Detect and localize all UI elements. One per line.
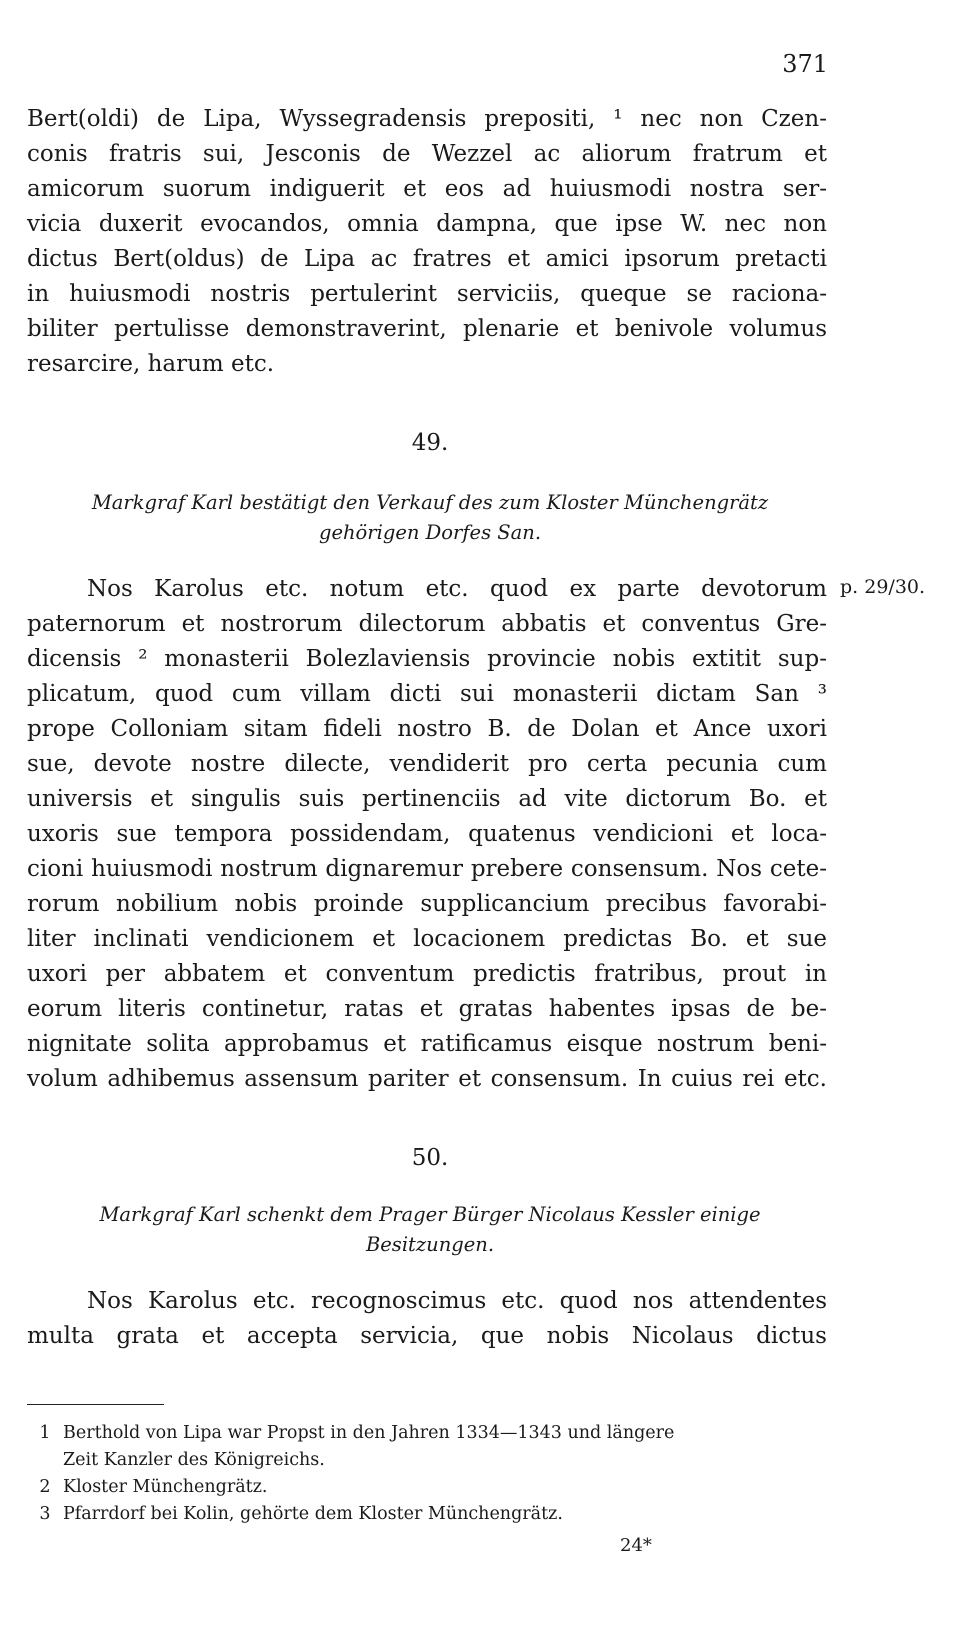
- text-line: universis et singulis suis pertinenciis ad vite dictorum Bo. et: [27, 786, 827, 812]
- text-line: plicatum, quod cum villam dicti sui monasterii dictam San ³: [27, 681, 827, 707]
- text-line: Nos Karolus etc. notum etc. quod ex parte devotorum: [87, 576, 827, 602]
- page-number: 371: [782, 50, 828, 78]
- text-line: volum adhibemus assensum pariter et consensum. In cuius rei etc.: [27, 1066, 827, 1092]
- footnote-1-continuation: Zeit Kanzler des Königreichs.: [63, 1450, 325, 1470]
- continued-text-block: [27, 102, 827, 382]
- document-50-text: [27, 1284, 827, 1354]
- text-line: multa grata et accepta servicia, que nobis Nicolaus dictus: [27, 1323, 827, 1349]
- text-line: conis fratris sui, Jesconis de Wezzel ac aliorum fratrum et: [27, 141, 827, 167]
- text-line: paternorum et nostrorum dilectorum abbatis et conventus Gre-: [27, 611, 827, 637]
- text-line: liter inclinati vendicionem et locacionem predictas Bo. et sue: [27, 926, 827, 952]
- footnote-1: [27, 1420, 827, 1447]
- footnotes: [27, 1420, 827, 1528]
- text-line: nignitate solita approbamus et ratificamus eisque nostrum beni-: [27, 1031, 827, 1057]
- text-line: biliter pertulisse demonstraverint, plenarie et benivole volumus: [27, 316, 827, 342]
- document-49-text: [27, 572, 827, 1097]
- text-line: amicorum suorum indiguerit et eos ad huiusmodi nostra ser-: [27, 176, 827, 202]
- text-line: uxoris sue tempora possidendam, quatenus vendicioni et loca-: [27, 821, 827, 847]
- text-line: cioni huiusmodi nostrum dignaremur prebere consensum. Nos cete-: [27, 856, 827, 882]
- document-number-50: 50.: [411, 1145, 449, 1171]
- text-line: dicensis ² monasterii Bolezlaviensis provincie nobis extitit sup-: [27, 646, 827, 672]
- regest-line: Markgraf Karl bestätigt den Verkauf des zum Kloster Münchengrätz: [91, 491, 769, 514]
- footnote-marker: 1: [39, 1423, 51, 1443]
- printer-signature: 24*: [620, 1535, 652, 1556]
- footnote-text: Kloster Münchengrätz.: [63, 1477, 268, 1497]
- footnote-rule: [27, 1404, 164, 1405]
- text-line: resarcire, harum etc.: [27, 351, 275, 377]
- document-number-49: 49.: [411, 430, 449, 456]
- text-line: rorum nobilium nobis proinde supplicancium precibus favorabi-: [27, 891, 827, 917]
- footnote-2: [27, 1474, 827, 1501]
- text-line: in huiusmodi nostris pertulerint serviciis, queque se raciona-: [27, 281, 827, 307]
- footnote-3: [27, 1501, 827, 1528]
- regest-line: Besitzungen.: [365, 1233, 495, 1256]
- text-line: prope Colloniam sitam fideli nostro B. de Dolan et Ance uxori: [27, 716, 827, 742]
- footnote-text: Pfarrdorf bei Kolin, gehörte dem Kloster Münchengrätz.: [63, 1504, 563, 1524]
- text-line: vicia duxerit evocandos, omnia dampna, que ipse W. nec non: [27, 211, 827, 237]
- footnote-marker: 2: [39, 1477, 51, 1497]
- footnote-marker: 3: [39, 1504, 51, 1524]
- margin-page-reference: p. 29/30.: [840, 576, 926, 598]
- text-line: Nos Karolus etc. recognoscimus etc. quod nos attendentes: [87, 1288, 827, 1314]
- regest-line: Markgraf Karl schenkt dem Prager Bürger Nicolaus Kessler einige: [99, 1203, 761, 1226]
- text-line: eorum literis continetur, ratas et gratas habentes ipsas de be-: [27, 996, 827, 1022]
- footnote-text: Berthold von Lipa war Propst in den Jahren 1334—1343 und längere: [63, 1423, 675, 1443]
- regest-49: [45, 488, 815, 548]
- regest-50: [45, 1200, 815, 1260]
- regest-line: gehörigen Dorfes San.: [318, 521, 542, 544]
- text-line: dictus Bert(oldus) de Lipa ac fratres et amici ipsorum pretacti: [27, 246, 827, 272]
- text-line: sue, devote nostre dilecte, vendiderit pro certa pecunia cum: [27, 751, 827, 777]
- text-line: uxori per abbatem et conventum predictis fratribus, prout in: [27, 961, 827, 987]
- text-line: Bert(oldi) de Lipa, Wyssegradensis prepositi, ¹ nec non Czen-: [27, 106, 827, 132]
